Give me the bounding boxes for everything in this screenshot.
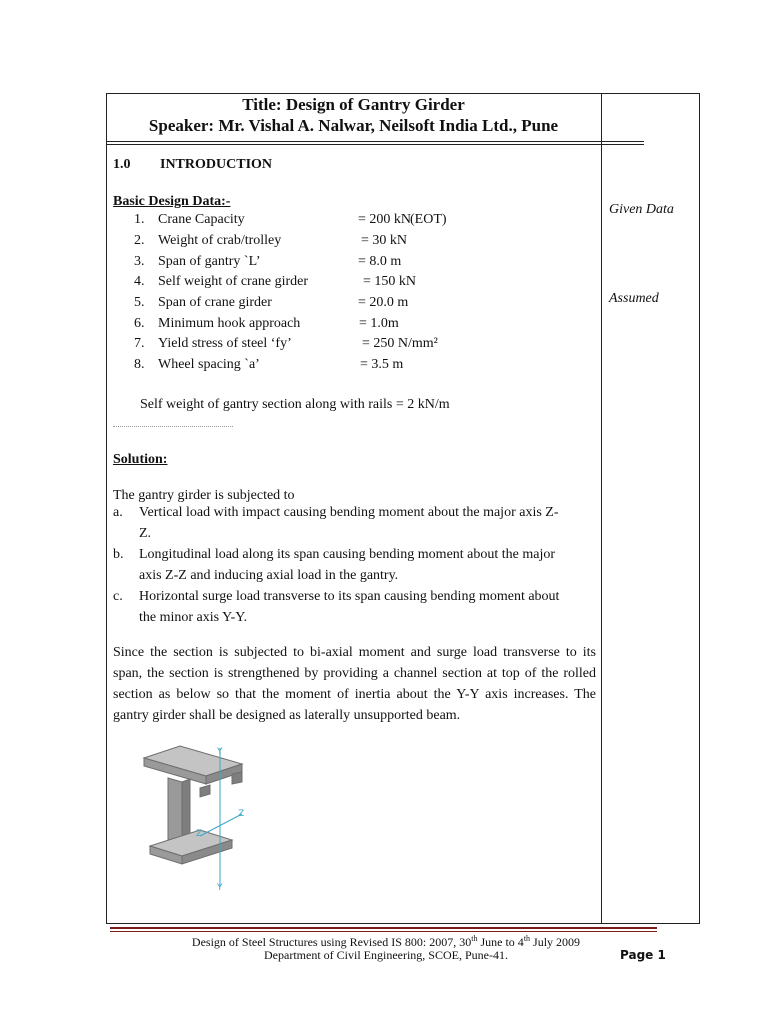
basic-heading-text: Basic Design Data [113,194,222,209]
list-text-line1: Longitudinal load along its span causing bending moment about the major [139,547,556,562]
footer-line1-post: July 2009 [530,935,581,949]
item-label: Minimum hook approach [158,316,301,331]
basic-design-data-heading [113,194,230,210]
solution-intro: The gantry girder is subjected to [113,488,295,503]
solution-heading: Solution: [113,452,168,467]
item-number: 2. [134,233,145,248]
design-paragraph: Since the section is subjected to bi-axial moment and surge load transverse to its span, the section is strengthened by providing a channel section at top of the rolled section as below so that the moment of inertia about the Y-Y axis increases. The gantry girder shall be designed as laterally unsupported beam. [113,645,596,723]
list-text-line2: axis Z-Z and inducing axial load in the gantry. [139,568,399,583]
dotted-separator [113,426,233,427]
item-value: = 8.0 m [358,254,402,269]
item-value: = 30 kN [361,233,408,248]
list-text-line2: Z. [139,526,152,541]
item-label: Self weight of crane girder [158,274,309,289]
channel-lip-down-left [200,785,210,797]
page-number: Page 1 [620,948,666,962]
footer-line1-pre: Design of Steel Structures using Revised IS 800: 2007, 30 [191,935,472,949]
header-rule [106,141,644,142]
list-text-line1: Vertical load with impact causing bending moment about the major axis Z- [139,505,559,520]
header-rule-2 [106,144,644,145]
basic-heading-suffix: :- [221,194,231,209]
z-axis-line [200,814,242,836]
channel-lip-down [232,772,242,784]
item-label: Crane Capacity [158,212,245,227]
item-label: Weight of crab/trolley [158,233,282,248]
list-text-line1: Horizontal surge load transverse to its span causing bending moment about [139,589,560,604]
item-value: = 20.0 m [358,295,409,310]
footer-sup2: th [523,934,531,943]
footer-line1-mid: June to 4 [477,935,524,949]
item-number: 6. [134,316,145,331]
column-divider [601,93,602,924]
z-axis-label-right: Z [238,809,245,819]
item-value: = 3.5 m [360,357,404,372]
side-note-assumed: Assumed [609,291,659,306]
item-value: = 1.0m [359,316,399,331]
section-title: INTRODUCTION [160,157,273,172]
item-number: 8. [134,357,145,372]
item-value: = 150 kN [363,274,417,289]
item-number: 7. [134,336,145,351]
footer-department-line: Department of Civil Engineering, SCOE, Pune-41. [264,948,508,962]
footer-rule [110,927,657,929]
z-axis-label-left: Z [196,829,203,839]
speaker-line: Speaker: Mr. Vishal A. Nalwar, Neilsoft India Ltd., Pune [148,116,559,135]
y-axis-label-top: Y [217,747,223,757]
item-number: 5. [134,295,145,310]
item-label: Wheel spacing `a’ [158,357,260,372]
item-value: = 200 kN [358,212,412,227]
side-note-given-data: Given Data [609,202,674,217]
self-weight-note: Self weight of gantry section along with rails = 2 kN/m [140,397,450,412]
list-text-line2: the minor axis Y-Y. [139,610,248,625]
document-title: Title: Design of Gantry Girder [242,95,465,114]
footer-rule-2 [110,931,657,932]
list-marker: a. [113,505,123,520]
gantry-section-figure [120,732,280,892]
item-label: Span of crane girder [158,295,272,310]
list-marker: c. [113,589,123,604]
section-number: 1.0 [113,157,131,172]
item-label: Span of gantry `L’ [158,254,261,269]
item-number: 1. [134,212,145,227]
item-number: 4. [134,274,145,289]
item-note: (EOT) [410,212,447,227]
footer-sup1: th [471,934,478,943]
item-label: Yield stress of steel ‘fy’ [158,336,292,351]
item-number: 3. [134,254,145,269]
y-axis-label-bottom: Y [217,883,223,892]
list-marker: b. [113,547,124,562]
item-value: = 250 N/mm² [362,336,438,351]
